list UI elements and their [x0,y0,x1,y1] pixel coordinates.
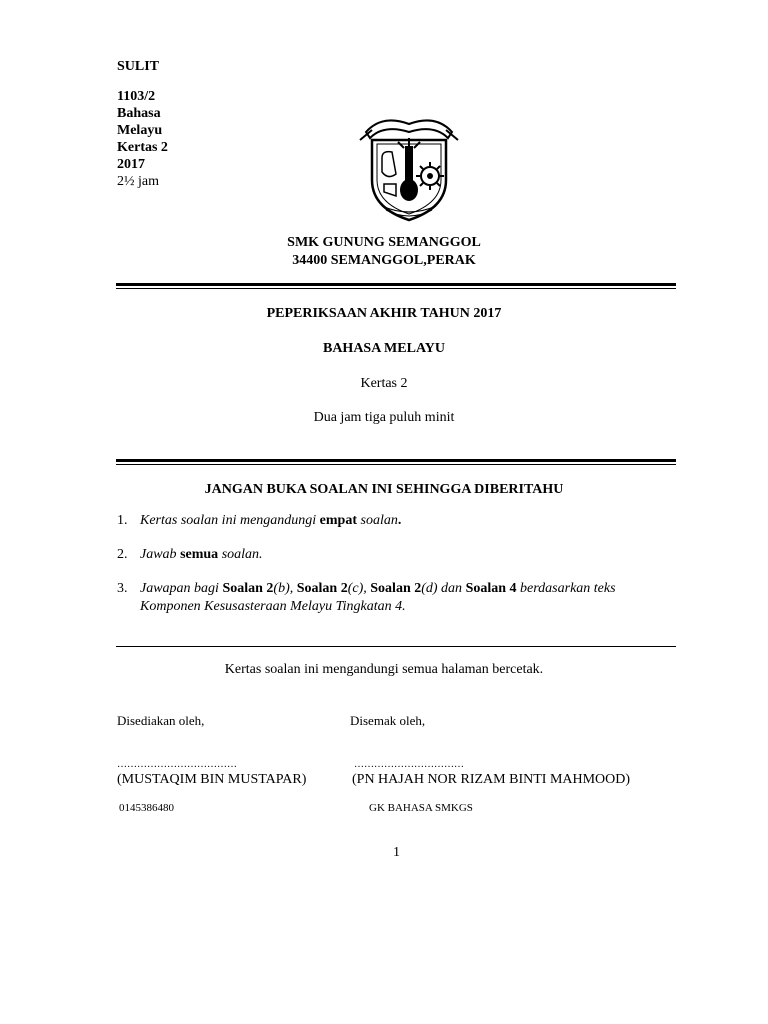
instruction-emphasis: Soalan 2 [296,581,348,596]
checked-by-role: GK BAHASA SMKGS [369,802,473,814]
code-line-3: Melayu [117,123,163,138]
checked-signature-line: …………………………… [354,759,464,770]
instruction-emphasis: Soalan 4 [465,581,517,596]
prepared-by-name: (MUSTAQIM BIN MUSTAPAR) [117,772,307,787]
duration-label: 2½ jam [117,174,159,189]
exam-time: Dua jam tiga puluh minit [313,410,455,425]
school-address: 34400 SEMANGGOL,PERAK [292,253,476,268]
instruction-period: . [397,513,402,528]
instruction-2 [117,546,677,564]
instruction-number: 3. [117,581,128,596]
prepared-by-phone: 0145386480 [119,802,174,814]
divider-thick [116,459,676,462]
instruction-text: (c), [347,581,371,596]
exam-paper: Kertas 2 [360,376,408,391]
code-line-4: Kertas 2 [117,140,168,155]
divider-double-2 [116,459,676,465]
instruction-number: 1. [117,513,128,528]
instruction-text: Kertas soalan ini mengandungi [140,513,320,528]
instruction-text: Jawab [140,547,181,562]
checked-by-name: (PN HAJAH NOR RIZAM BINTI MAHMOOD) [352,772,631,787]
instruction-emphasis: Soalan 2 [370,581,422,596]
code-line-5: 2017 [117,157,145,172]
sulit-label: SULIT [117,59,160,74]
divider-thick [116,283,676,286]
instruction-text: Komponen Kesusasteraan Melayu Tingkatan 4. [140,599,406,614]
checked-by-label: Disemak oleh, [350,713,426,728]
exam-title: PEPERIKSAAN AKHIR TAHUN 2017 [266,306,502,321]
instruction-emphasis: semua [180,547,219,562]
warning-heading: JANGAN BUKA SOALAN INI SEHINGGA DIBERITAHU [204,482,564,497]
school-name: SMK GUNUNG SEMANGGOL [287,235,481,250]
instruction-text: (d) dan [421,581,466,596]
divider-thin [116,464,676,465]
code-line-1: 1103/2 [117,89,156,104]
instruction-1 [117,512,677,530]
code-line-2: Bahasa [117,106,161,121]
prepared-signature-line: ……………………………… [117,759,237,770]
prepared-by-label: Disediakan oleh, [117,713,205,728]
exam-subject: BAHASA MELAYU [322,341,445,356]
divider-double-1 [116,283,676,289]
instruction-number: 2. [117,547,128,562]
divider-thin [116,288,676,289]
header-block [117,58,168,190]
page-number: 1 [393,845,400,860]
pages-note: Kertas soalan ini mengandungi semua halaman bercetak. [224,662,544,677]
school-crest-icon [352,110,466,226]
instruction-text: soalan [357,513,398,528]
instruction-emphasis: Soalan 2 [222,581,274,596]
instruction-text: soalan. [218,547,263,562]
divider-single [116,646,676,647]
instruction-text: berdasarkan teks [516,581,616,596]
instruction-3 [117,580,677,616]
instruction-text: Jawapan bagi [140,581,223,596]
instruction-text: (b), [273,581,297,596]
instruction-emphasis: empat [319,513,357,528]
